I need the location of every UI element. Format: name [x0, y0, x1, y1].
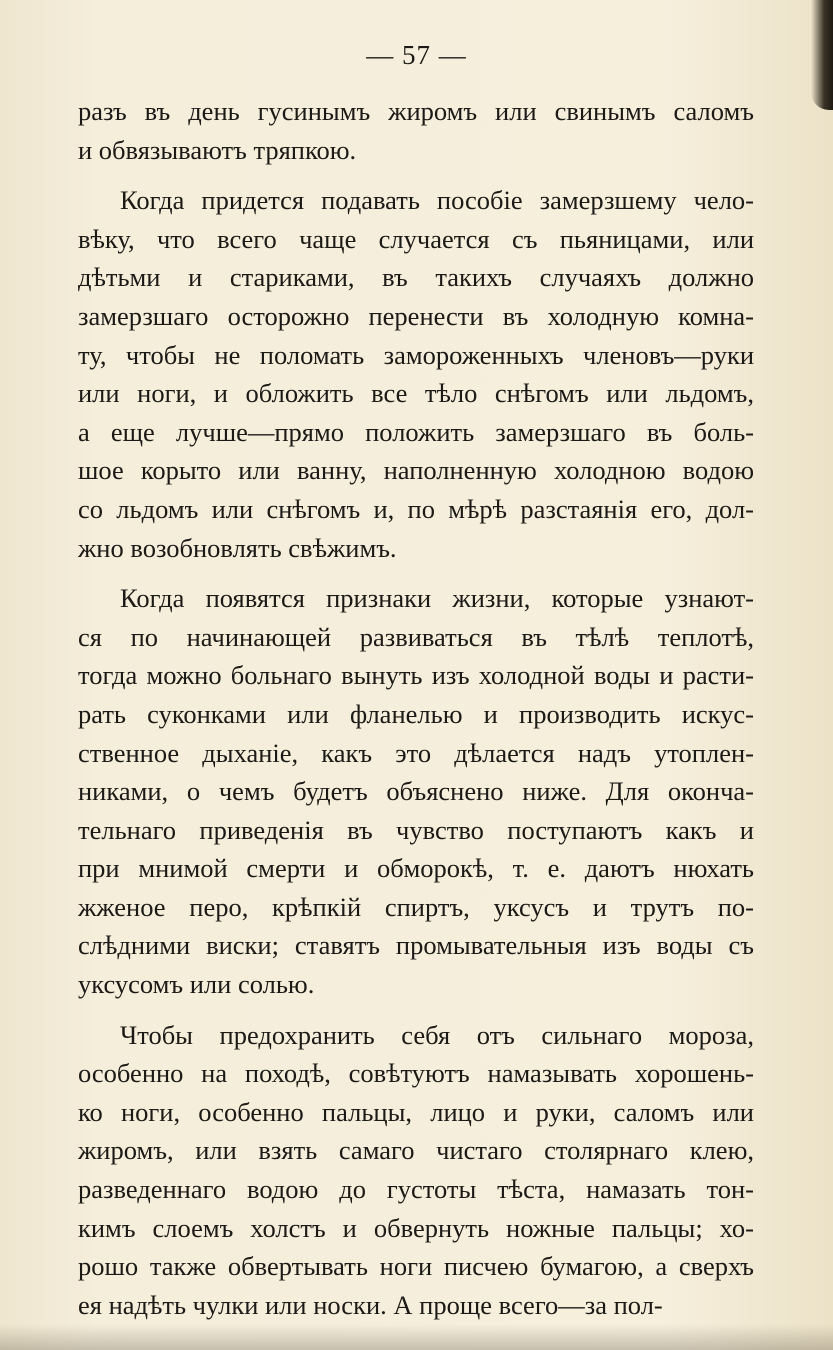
text-line: со льдомъ или снѣгомъ и, по мѣрѣ разстаянія его, дол- [78, 493, 754, 524]
text-line: кимъ слоемъ холстъ и обвернуть ножные пальцы; хо- [78, 1212, 754, 1243]
text-line: замерзшаго осторожно перенести въ холодную комна- [78, 300, 754, 331]
paragraph-gap [78, 567, 754, 579]
paragraph [78, 579, 754, 1004]
page-bottom-shadow [0, 1324, 833, 1350]
text-line: никами, о чемъ будетъ объяснено ниже. Для оконча- [78, 776, 754, 807]
text-line: жиромъ, или взять самаго чистаго столярнаго клею, [78, 1135, 754, 1166]
text-line: и обвязываютъ тряпкою. [78, 134, 357, 165]
text-line: тельнаго приведенія въ чувство поступаютъ какъ и [78, 814, 754, 845]
text-line: разведеннаго водою до густоты тѣста, намазать тон- [78, 1174, 754, 1205]
text-line: Когда придется подавать пособіе замерзшему чело- [120, 185, 754, 216]
text-line: а еще лучше—прямо положить замерзшаго въ боль- [78, 416, 754, 447]
text-line: жно возобновлять свѣжимъ. [78, 532, 397, 563]
paragraph [78, 1016, 754, 1325]
text-line: тогда можно больнаго вынуть изъ холодной воды и расти- [78, 660, 754, 691]
text-line: ко ноги, особенно пальцы, лицо и руки, саломъ или [78, 1096, 754, 1127]
text-line: или ноги, и обложить все тѣло снѣгомъ или льдомъ, [78, 378, 754, 409]
text-line: Когда появятся признаки жизни, которые узнают- [120, 583, 754, 614]
text-line: уксусомъ или солью. [78, 969, 315, 1000]
text-line: разъ въ день гусинымъ жиромъ или свинымъ саломъ [78, 96, 754, 126]
page-text [78, 92, 754, 1324]
paragraph [78, 92, 754, 169]
text-line: при мнимой смерти и обморокѣ, т. е. даютъ нюхать [78, 853, 754, 884]
paragraph-gap [78, 1004, 754, 1016]
text-line: ственное дыханіе, какъ это дѣлается надъ утоплен- [78, 737, 754, 768]
text-line: Чтобы предохранить себя отъ сильнаго мороза, [120, 1019, 754, 1050]
text-line: шое корыто или ванну, наполненную холодною водою [78, 455, 754, 486]
page-number: — 57 — [366, 40, 467, 70]
text-line: слѣдними виски; ставятъ промывательныя изъ воды съ [78, 930, 754, 961]
text-line: ея надѣть чулки или носки. А проще всего—за пол- [78, 1289, 663, 1320]
text-line: вѣку, что всего чаще случается съ пьяницами, или [78, 223, 754, 254]
text-line: ся по начинающей развиваться въ тѣлѣ теплотѣ, [78, 621, 754, 652]
paragraph-gap [78, 169, 754, 181]
text-line: ту, чтобы не поломать замороженныхъ членовъ—руки [78, 339, 754, 370]
text-line: жженое перо, крѣпкій спиртъ, уксусъ и трутъ по- [78, 891, 754, 922]
text-line: особенно на походѣ, совѣтуютъ намазывать хорошень- [78, 1058, 754, 1089]
text-line: рошо также обвертывать ноги писчею бумагою, а сверхъ [78, 1251, 754, 1282]
paragraph [78, 181, 754, 567]
text-line: дѣтьми и стариками, въ такихъ случаяхъ должно [78, 262, 754, 293]
text-line: рать суконками или фланелью и производить искус- [78, 698, 754, 729]
